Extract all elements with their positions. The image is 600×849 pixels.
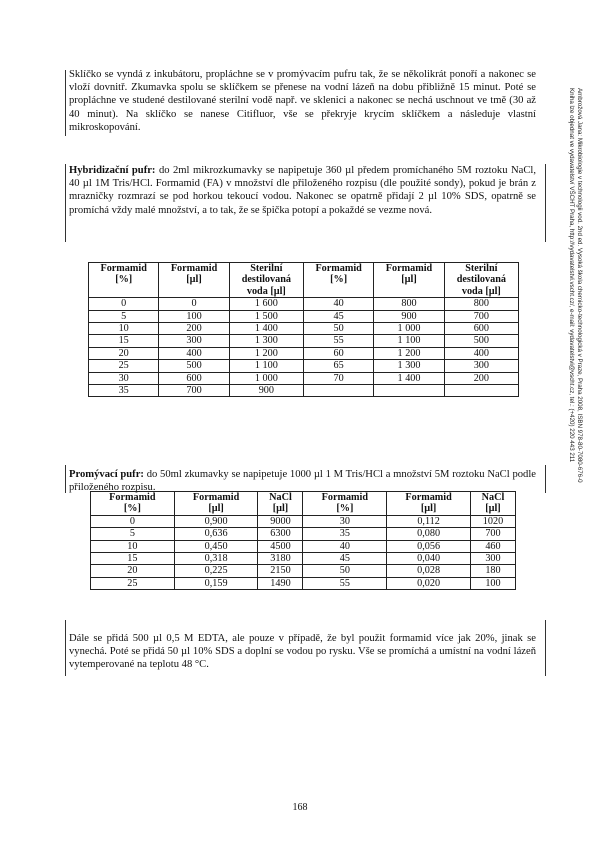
table-cell: 1 400 (229, 323, 303, 335)
table-row (91, 515, 516, 527)
table-cell: 1 400 (374, 372, 444, 384)
table-cell: 1 200 (374, 347, 444, 359)
hybridization-buffer-text: do 2ml mikrozkumavky se napipetuje 360 µl předem promíchaného 5M roztoku NaCl, 40 µl 1M Tris/HCl. Formamid (FA) v množství dle přiloženého rozpisu (dle použité sondy), pokud je brán z mrazničky rozmrazí se pod horkou tekoucí vodou. Nakonec se opatrně přidají 2 µl 10% SDS, opatrně se promíchá vždy malé množství, a to tak, že se špička potopí a pokaždé se vezme nová. (69, 165, 536, 216)
column-header (470, 492, 515, 516)
table-cell: 20 (91, 565, 175, 577)
table-cell: 60 (303, 347, 373, 359)
margin-bar-1 (65, 70, 66, 136)
table-cell: 5 (91, 528, 175, 540)
table-cell: 35 (89, 385, 159, 397)
column-header-line: Formamid (100, 263, 147, 274)
table-cell: 15 (91, 553, 175, 565)
margin-bar-right-3 (545, 465, 546, 493)
table-cell: 1 300 (374, 360, 444, 372)
column-header-line: [µl] (420, 503, 437, 515)
page-number: 168 (292, 802, 308, 813)
table-row (89, 298, 519, 310)
table-cell: 70 (303, 372, 373, 384)
table-cell: 0,900 (174, 515, 258, 527)
table-header-row (91, 492, 516, 516)
column-header-line: [%] (123, 503, 141, 515)
column-header-line: [µl] (401, 274, 417, 286)
column-header-line: Formamid (192, 492, 240, 503)
table-cell: 0 (159, 298, 229, 310)
column-header-line: [%] (330, 274, 348, 286)
table-cell: 0,225 (174, 565, 258, 577)
table-cell: 1 100 (229, 360, 303, 372)
column-header-line: Formamid (385, 263, 433, 274)
column-header (258, 492, 303, 516)
table-cell: 600 (444, 323, 518, 335)
table-cell: 50 (303, 323, 373, 335)
order-info-line: Kniha lze objednat ve vydavatelství VŠCHT Praha, http://vydavatelstvi.vscht.cz/, e-mail: vydavatelstvi@vscht.cz, tel.: (+420) 220 443 211 (568, 88, 575, 463)
table-cell: 35 (303, 528, 387, 540)
column-header-line: Sterilní (465, 263, 498, 274)
table-cell: 40 (303, 298, 373, 310)
column-header (387, 492, 471, 516)
table-cell: 2150 (258, 565, 303, 577)
table-cell: 100 (470, 577, 515, 589)
citation-line: Ambrožová Jana: Mikrobiologie v technologii vod. 2nd ed. Vysoká škola chemicko-technologická v Praze, Praha 2008, ISBN 978-80-7080-676-0 (576, 88, 583, 483)
table-row (89, 360, 519, 372)
column-header-line: destilovaná (241, 274, 291, 286)
wash-buffer-label: Promývací pufr: (69, 469, 144, 480)
table-cell: 0,080 (387, 528, 471, 540)
table-cell: 25 (91, 577, 175, 589)
table-cell: 55 (303, 335, 373, 347)
column-header-line: destilovaná (456, 274, 506, 286)
column-header-line: voda [µl] (461, 285, 501, 297)
column-header (444, 263, 518, 298)
table-cell: 300 (444, 360, 518, 372)
hybridization-buffer-label: Hybridizační pufr: (69, 165, 156, 176)
table-cell: 900 (229, 385, 303, 397)
column-header-line: NaCl (481, 492, 505, 503)
table-cell: 1 000 (229, 372, 303, 384)
table-cell: 1 500 (229, 310, 303, 322)
table-cell: 0 (89, 298, 159, 310)
margin-bar-4 (65, 620, 66, 676)
margin-bar-right-4 (545, 620, 546, 676)
column-header (303, 492, 387, 516)
table-cell: 180 (470, 565, 515, 577)
table-cell: 460 (470, 540, 515, 552)
table-cell: 700 (470, 528, 515, 540)
table-cell: 1 600 (229, 298, 303, 310)
table-cell: 1 300 (229, 335, 303, 347)
table-cell: 700 (444, 310, 518, 322)
table-cell: 1 100 (374, 335, 444, 347)
column-header-line: NaCl (269, 492, 292, 503)
table-cell: 5 (89, 310, 159, 322)
table-row (89, 347, 519, 359)
table-row (91, 528, 516, 540)
table-cell: 300 (159, 335, 229, 347)
table-cell: 55 (303, 577, 387, 589)
table-cell: 15 (89, 335, 159, 347)
table-row (91, 553, 516, 565)
table-cell: 9000 (258, 515, 303, 527)
column-header-line: voda [µl] (246, 285, 286, 297)
table-cell: 1490 (258, 577, 303, 589)
table-cell: 200 (159, 323, 229, 335)
table-row (91, 577, 516, 589)
column-header-line: [%] (115, 274, 133, 286)
table-row (91, 565, 516, 577)
table-cell: 500 (159, 360, 229, 372)
paragraph-hybridization-buffer (69, 164, 536, 217)
table-cell (444, 385, 518, 397)
table-cell: 6300 (258, 528, 303, 540)
table-cell: 800 (374, 298, 444, 310)
table-cell (303, 385, 373, 397)
table-cell: 0,318 (174, 553, 258, 565)
table-cell: 600 (159, 372, 229, 384)
table-cell: 0,020 (387, 577, 471, 589)
table-cell: 20 (89, 347, 159, 359)
wash-buffer-table (90, 491, 516, 590)
paragraph-edta-sds: Dále se přidá 500 µl 0,5 M EDTA, ale pouze v případě, že byl použit formamid více jak 20%, jinak se vynechá. Poté se přidá 50 µl 10% SDS a doplní se vodou po rysku. Vše se promíchá a umístní na vodní lázeň vytemperované na teplotu 48 °C. (69, 633, 536, 671)
column-header-line: [µl] (186, 274, 202, 286)
column-header-line: Formamid (170, 263, 218, 274)
column-header (374, 263, 444, 298)
table-cell: 3180 (258, 553, 303, 565)
column-header (159, 263, 229, 298)
table-row (89, 385, 519, 397)
table-cell: 0,159 (174, 577, 258, 589)
table-cell: 0,112 (387, 515, 471, 527)
margin-bar-right-2 (545, 164, 546, 242)
table-cell: 10 (89, 323, 159, 335)
table-row (91, 540, 516, 552)
column-header-line: Formamid (405, 492, 452, 503)
table-cell: 30 (89, 372, 159, 384)
table-cell: 4500 (258, 540, 303, 552)
table-row (89, 372, 519, 384)
table-cell: 900 (374, 310, 444, 322)
column-header (89, 263, 159, 298)
column-header (91, 492, 175, 516)
table-cell: 40 (303, 540, 387, 552)
table-cell: 65 (303, 360, 373, 372)
table-cell: 0,636 (174, 528, 258, 540)
table-cell: 0,450 (174, 540, 258, 552)
table-cell: 25 (89, 360, 159, 372)
column-header (303, 263, 373, 298)
column-header (174, 492, 258, 516)
column-header-line: [%] (336, 503, 354, 515)
sidebar-citation (568, 88, 583, 588)
margin-bar-2 (65, 164, 66, 242)
column-header-line: [µl] (208, 503, 224, 515)
column-header-line: Formamid (109, 492, 156, 503)
table-cell: 0 (91, 515, 175, 527)
table-cell: 300 (470, 553, 515, 565)
table-cell: 0,028 (387, 565, 471, 577)
table-cell: 200 (444, 372, 518, 384)
table-cell: 1 200 (229, 347, 303, 359)
table-cell: 800 (444, 298, 518, 310)
table-cell: 700 (159, 385, 229, 397)
table-cell: 400 (159, 347, 229, 359)
column-header-line: [µl] (272, 503, 289, 515)
table-cell: 0,056 (387, 540, 471, 552)
table-cell: 100 (159, 310, 229, 322)
column-header-line: Formamid (315, 263, 362, 274)
column-header-line: [µl] (485, 503, 501, 515)
table-cell: 30 (303, 515, 387, 527)
wash-buffer-text: do 50ml zkumavky se napipetuje 1000 µl 1 M Tris/HCl a množství 5M roztoku NaCl podle přiloženého rozpisu. (69, 469, 536, 494)
table-cell: 1 000 (374, 323, 444, 335)
column-header-line: Sterilní (250, 263, 283, 274)
table-cell: 400 (444, 347, 518, 359)
table-cell: 0,040 (387, 553, 471, 565)
table-header-row (89, 263, 519, 298)
table-cell (374, 385, 444, 397)
table-cell: 1020 (470, 515, 515, 527)
table-row (89, 323, 519, 335)
table-row (89, 310, 519, 322)
hybridization-table (88, 262, 519, 397)
table-cell: 50 (303, 565, 387, 577)
table-cell: 10 (91, 540, 175, 552)
table-cell: 500 (444, 335, 518, 347)
margin-bar-3 (65, 465, 66, 493)
paragraph-slide-procedure: Sklíčko se vyndá z inkubátoru, propláchne se v promývacím pufru tak, že se několikrát ponoří a nakonec se vloží dovnitř. Zkumavka spolu se sklíčkem se přenese na vodní lázeň na dobu přibližně 15 minut. Poté se propláchne ve studené destilované sterilní vodě např. ve sklenici a nakonec se nechá uschnout ve tmě (30 až 40 minut). Na sklíčko se nanese Citifluor, vše se překryje krycím sklíčkem a následuje vlastní mikroskopování. (69, 69, 536, 133)
table-cell: 45 (303, 310, 373, 322)
table-row (89, 335, 519, 347)
column-header (229, 263, 303, 298)
table-cell: 45 (303, 553, 387, 565)
column-header-line: Formamid (321, 492, 369, 503)
